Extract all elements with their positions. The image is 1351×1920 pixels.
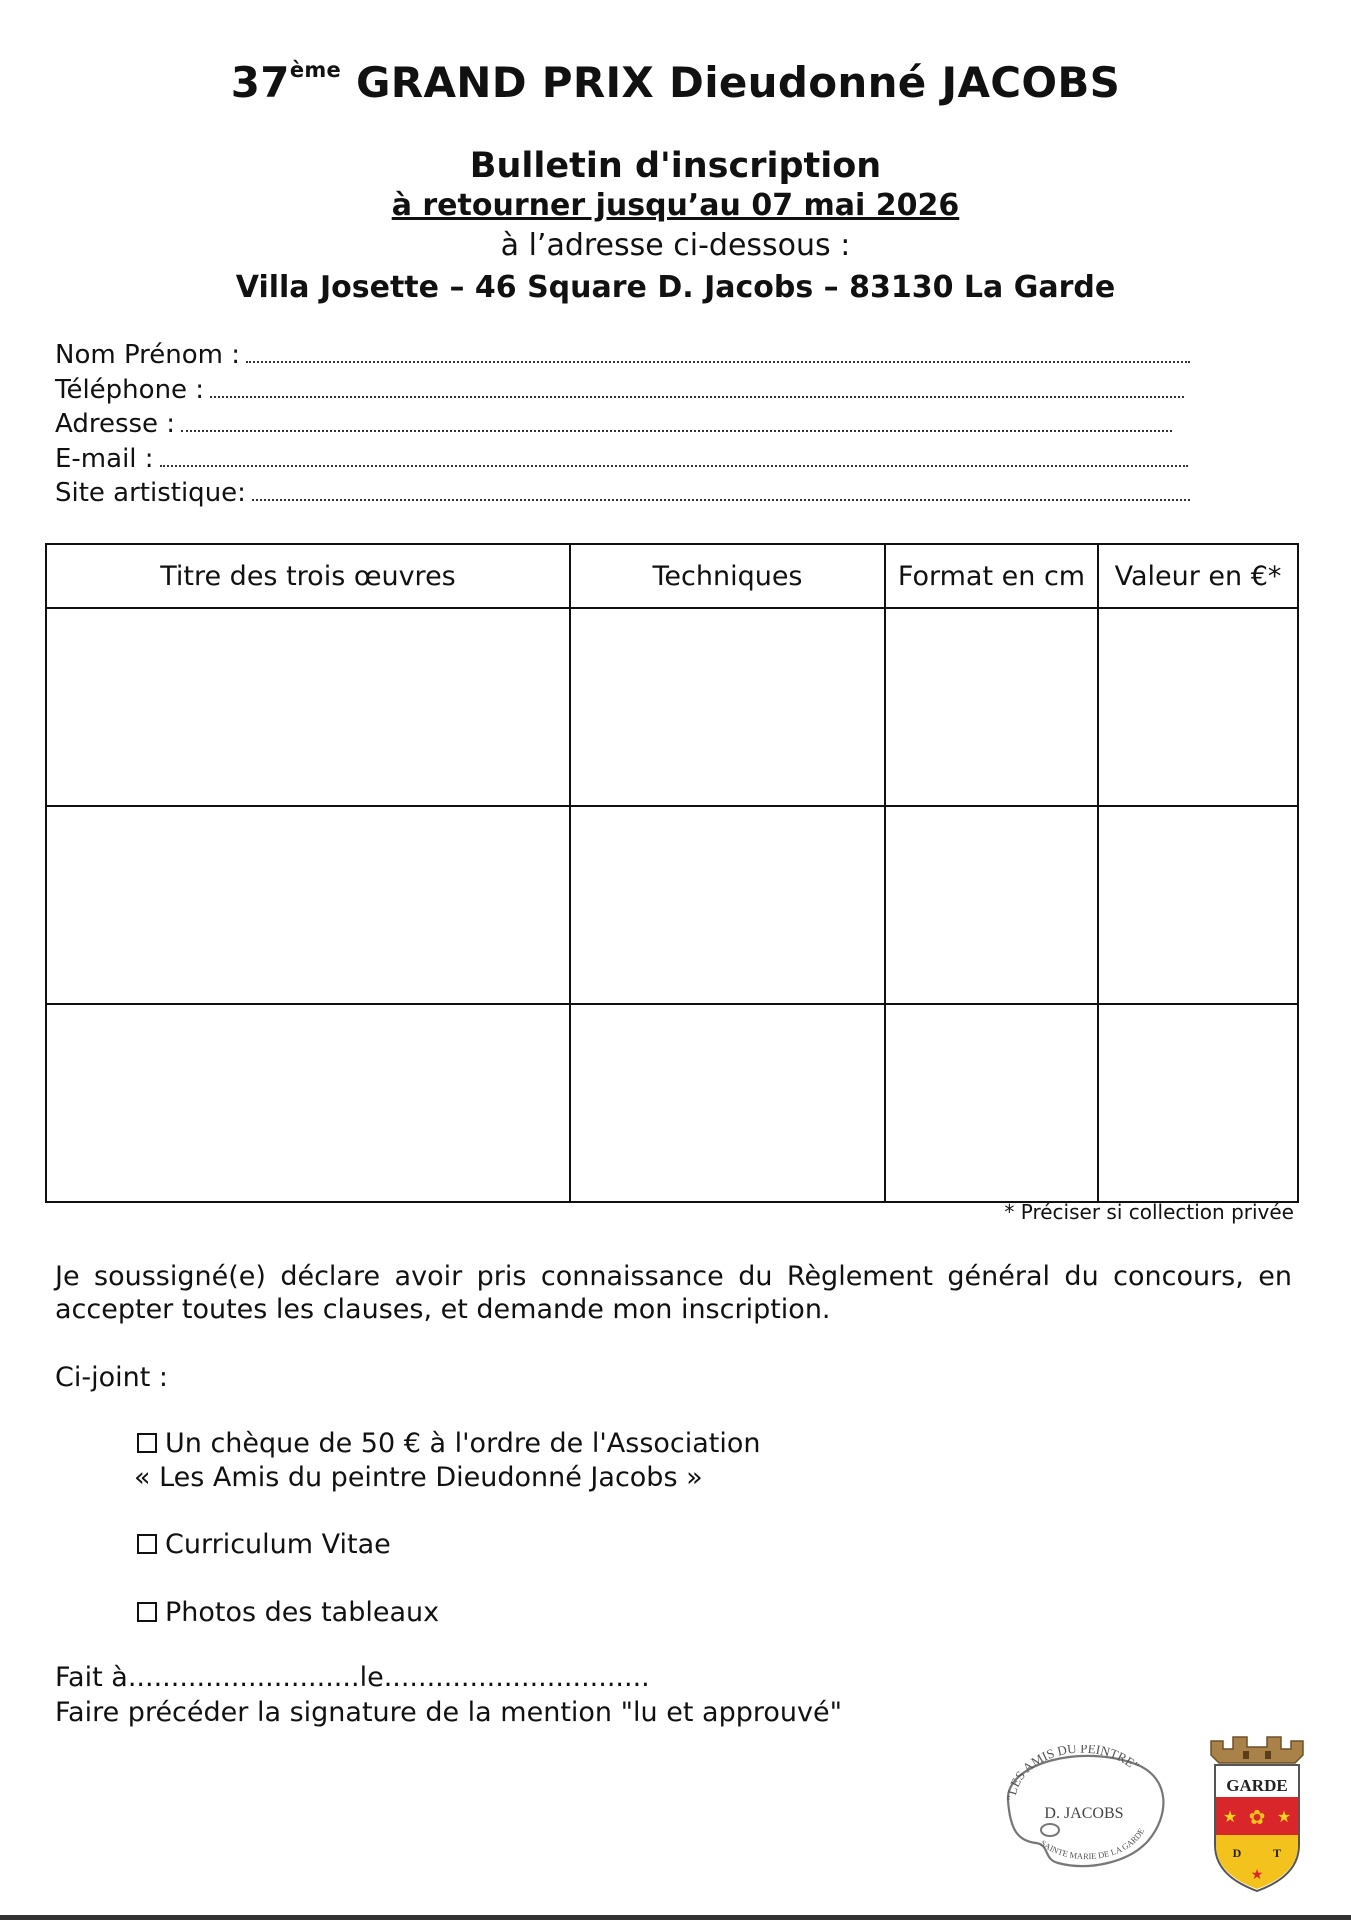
garde-shield-text: GARDE — [1226, 1776, 1288, 1795]
email-field-line[interactable] — [160, 464, 1188, 467]
table-cell[interactable] — [570, 1004, 885, 1202]
place-date-line — [55, 1662, 650, 1693]
contact-fields — [55, 340, 1190, 513]
table-header-row — [46, 544, 1298, 608]
palette-arc-top-text: "LES AMIS DU PEINTRE" — [1003, 1745, 1143, 1802]
column-header-format: Format en cm — [885, 544, 1098, 608]
cheque-item — [134, 1427, 761, 1495]
flower-icon: ✿ — [1248, 1805, 1266, 1829]
photos-item — [137, 1596, 439, 1630]
website-field[interactable] — [55, 478, 1190, 513]
works-table — [45, 543, 1299, 1203]
name-field-label: Nom Prénom : — [55, 340, 241, 370]
table-cell[interactable] — [885, 806, 1098, 1004]
email-field[interactable] — [55, 444, 1190, 479]
la-garde-coat-of-arms — [1203, 1733, 1311, 1898]
garde-letter-left: D — [1232, 1846, 1242, 1860]
address-intro: à l’adresse ci-dessous : — [500, 228, 851, 263]
table-cell[interactable] — [46, 1004, 570, 1202]
form-subtitle: Bulletin d'inscription — [469, 146, 882, 186]
column-header-technique: Techniques — [570, 544, 885, 608]
address-field-label: Adresse : — [55, 409, 176, 439]
phone-field-line[interactable] — [210, 395, 1184, 398]
palette-center-text: D. JACOBS — [1044, 1805, 1124, 1822]
association-palette-logo — [988, 1745, 1173, 1875]
address-field-line[interactable] — [181, 429, 1172, 432]
table-cell[interactable] — [1098, 1004, 1298, 1202]
column-header-value: Valeur en €* — [1098, 544, 1298, 608]
date-label: le — [359, 1662, 384, 1693]
cv-item — [137, 1528, 391, 1562]
cv-label: Curriculum Vitae — [165, 1529, 391, 1560]
table-cell[interactable] — [1098, 806, 1298, 1004]
name-field-line[interactable] — [246, 360, 1190, 363]
palette-arc-bottom-text: SAINTE MARIE DE LA GARDE — [1038, 1826, 1147, 1862]
photos-checkbox[interactable] — [137, 1602, 157, 1622]
cv-checkbox[interactable] — [137, 1534, 157, 1554]
table-cell[interactable] — [885, 1004, 1098, 1202]
email-field-label: E-mail : — [55, 443, 154, 474]
phone-field[interactable] — [55, 375, 1190, 410]
title-number: 37 — [230, 58, 290, 107]
address-field[interactable] — [55, 409, 1190, 444]
table-cell[interactable] — [570, 608, 885, 806]
table-row — [46, 806, 1298, 1004]
declaration-text: Je soussigné(e) déclare avoir pris connaissance du Règlement général du concours, en accepter toutes les clauses, et demande mon inscription. — [55, 1261, 1292, 1325]
table-cell[interactable] — [46, 608, 570, 806]
association-name: « Les Amis du peintre Dieudonné Jacobs » — [134, 1462, 703, 1493]
table-cell[interactable] — [885, 608, 1098, 806]
page-title — [0, 58, 1351, 107]
website-field-label: Site artistique: — [55, 478, 246, 508]
return-address: Villa Josette – 46 Square D. Jacobs – 83130 La Garde — [235, 270, 1116, 305]
title-ordinal-suffix: ème — [289, 58, 342, 82]
cheque-label: Un chèque de 50 € à l'ordre de l'Association — [165, 1428, 761, 1459]
photos-label: Photos des tableaux — [165, 1597, 440, 1628]
place-field[interactable]: ........................... — [127, 1662, 360, 1693]
cheque-checkbox[interactable] — [137, 1433, 157, 1453]
table-row — [46, 608, 1298, 806]
attachments-label: Ci-joint : — [55, 1362, 168, 1393]
star-icon: ★ — [1276, 1807, 1292, 1826]
garde-letter-right: T — [1272, 1846, 1282, 1860]
phone-field-label: Téléphone : — [55, 374, 205, 405]
table-cell[interactable] — [570, 806, 885, 1004]
table-footnote: * Préciser si collection privée — [1004, 1200, 1294, 1224]
table-cell[interactable] — [46, 806, 570, 1004]
star-icon: ★ — [1250, 1867, 1264, 1883]
table-row — [46, 1004, 1298, 1202]
website-field-line[interactable] — [252, 498, 1190, 501]
signature-instruction: Faire précéder la signature de la mention "lu et approuvé" — [55, 1697, 842, 1728]
deadline-notice: à retourner jusqu’au 07 mai 2026 — [391, 188, 960, 223]
place-label: Fait à — [55, 1662, 128, 1693]
star-icon: ★ — [1222, 1807, 1238, 1826]
table-cell[interactable] — [1098, 608, 1298, 806]
title-text: GRAND PRIX Dieudonné JACOBS — [356, 58, 1121, 107]
column-header-title: Titre des trois œuvres — [46, 544, 570, 608]
date-field[interactable]: ............................... — [383, 1662, 650, 1693]
name-field[interactable] — [55, 340, 1190, 375]
page-bottom-border — [0, 1915, 1351, 1920]
